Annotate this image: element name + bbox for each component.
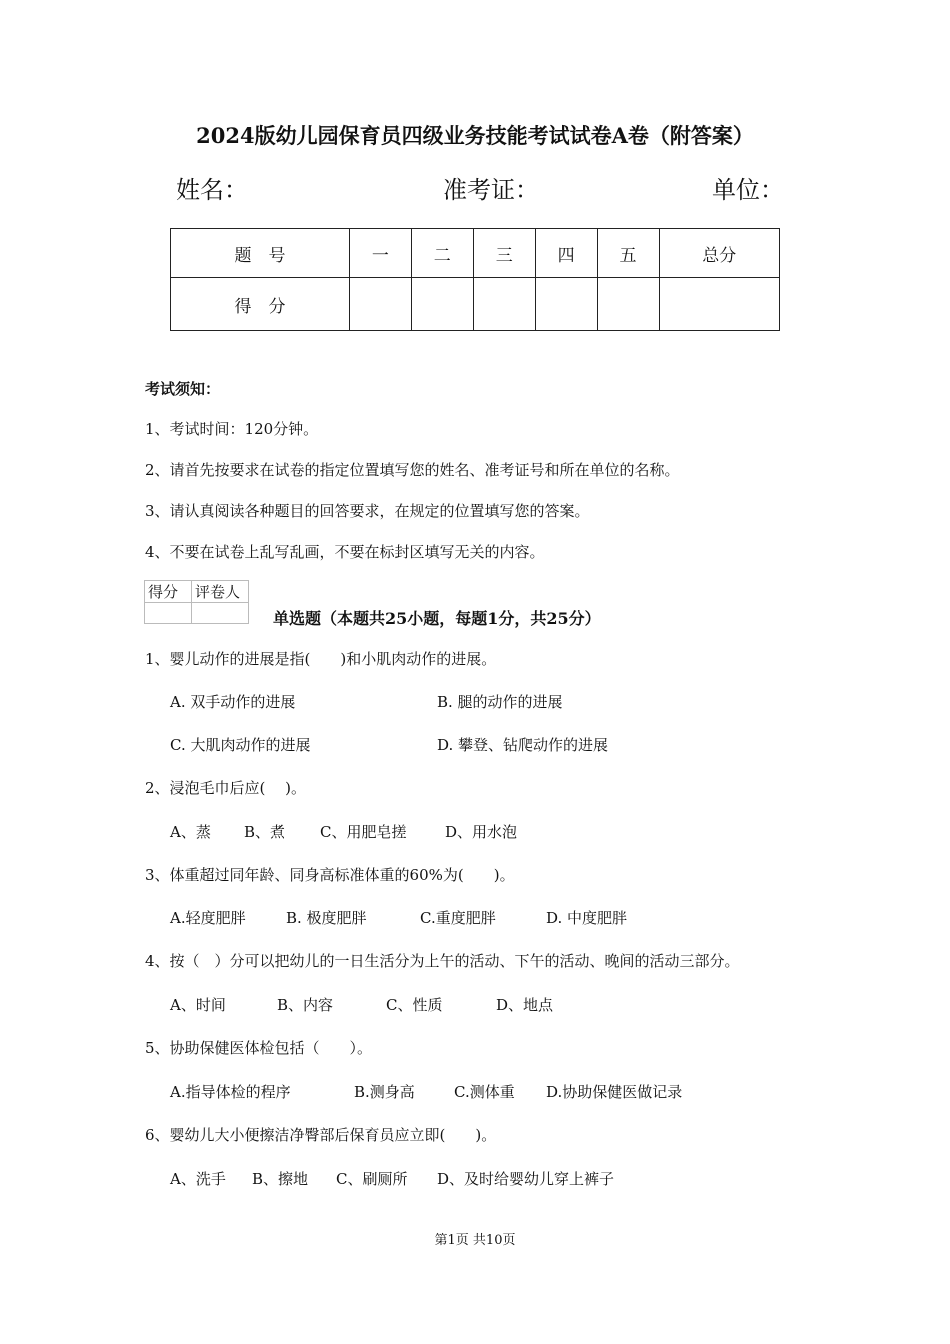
question-5-option-c: C.测体重: [454, 1083, 515, 1101]
question-3: 3、体重超过同年龄、同身高标准体重的60%为( )。: [145, 866, 515, 884]
question-3-option-c: C.重度肥胖: [420, 909, 496, 927]
score-cell[interactable]: [411, 278, 473, 331]
score-table-score-row: [171, 278, 780, 331]
question-6: 6、婴幼儿大小便擦洁净臀部后保育员应立即( )。: [145, 1126, 497, 1144]
question-6-option-a: A、洗手: [170, 1170, 226, 1188]
score-row-label: 得 分: [171, 278, 350, 331]
question-1-option-b: B. 腿的动作的进展: [437, 693, 563, 711]
score-cell[interactable]: [597, 278, 659, 331]
score-cell[interactable]: [535, 278, 597, 331]
question-6-option-d: D、及时给婴幼儿穿上裤子: [437, 1170, 615, 1188]
section-title: 单选题（本题共25小题，每题1分，共25分）: [273, 609, 601, 628]
notice-heading: 考试须知：: [145, 380, 221, 398]
page-footer: 第1页 共10页: [434, 1233, 516, 1248]
question-2: 2、浸泡毛巾后应( )。: [145, 779, 307, 797]
question-5-option-b: B.测身高: [354, 1083, 415, 1101]
grader-box: [144, 580, 249, 624]
score-table-header-row: [171, 229, 780, 278]
score-header-4: 四: [535, 229, 597, 278]
grader-box-grader-label: 评卷人: [192, 581, 249, 603]
name-field-label: 姓名：: [176, 176, 248, 204]
question-3-option-d: D. 中度肥胖: [546, 909, 628, 927]
question-1-option-d: D. 攀登、钻爬动作的进展: [437, 736, 609, 754]
score-header-5: 五: [597, 229, 659, 278]
question-2-option-c: C、用肥皂搓: [320, 823, 407, 841]
question-6-option-b: B、擦地: [252, 1170, 309, 1188]
question-1-option-c: C. 大肌肉动作的进展: [170, 736, 311, 754]
score-header-2: 二: [411, 229, 473, 278]
score-cell-total[interactable]: [659, 278, 779, 331]
question-6-option-c: C、刷厕所: [336, 1170, 408, 1188]
grader-box-score-label: 得分: [145, 581, 192, 603]
score-cell[interactable]: [349, 278, 411, 331]
question-5: 5、协助保健医体检包括（ ）。: [145, 1039, 373, 1057]
question-3-option-b: B. 极度肥胖: [286, 909, 367, 927]
question-4-option-c: C、性质: [386, 996, 443, 1014]
unit-field-label: 单位：: [712, 176, 784, 204]
question-1: 1、婴儿动作的进展是指( )和小肌肉动作的进展。: [145, 650, 497, 668]
question-3-option-a: A.轻度肥胖: [170, 909, 246, 927]
question-4: 4、按（ ）分可以把幼儿的一日生活分为上午的活动、下午的活动、晚间的活动三部分。: [145, 952, 740, 970]
question-4-option-d: D、地点: [496, 996, 554, 1014]
exam-id-field-label: 准考证：: [443, 176, 539, 204]
score-header-label: 题 号: [171, 229, 350, 278]
notice-item: 4、不要在试卷上乱写乱画，不要在标封区填写无关的内容。: [145, 543, 545, 561]
question-5-option-a: A.指导体检的程序: [170, 1083, 291, 1101]
notice-item: 1、考试时间：120分钟。: [145, 420, 319, 438]
notice-item: 3、请认真阅读各种题目的回答要求，在规定的位置填写您的答案。: [145, 502, 590, 520]
question-4-option-b: B、内容: [277, 996, 334, 1014]
score-header-1: 一: [349, 229, 411, 278]
question-5-option-d: D.协助保健医做记录: [546, 1083, 683, 1101]
question-2-option-d: D、用水泡: [445, 823, 518, 841]
question-1-option-a: A. 双手动作的进展: [170, 693, 296, 711]
question-2-option-b: B、煮: [244, 823, 286, 841]
document-title: 2024版幼儿园保育员四级业务技能考试试卷A卷（附答案）: [196, 123, 754, 148]
grader-box-score-cell[interactable]: [145, 603, 192, 624]
grader-box-grader-cell[interactable]: [192, 603, 249, 624]
question-2-option-a: A、蒸: [170, 823, 211, 841]
score-header-3: 三: [473, 229, 535, 278]
notice-item: 2、请首先按要求在试卷的指定位置填写您的姓名、准考证号和所在单位的名称。: [145, 461, 680, 479]
score-header-total: 总分: [659, 229, 779, 278]
score-cell[interactable]: [473, 278, 535, 331]
question-4-option-a: A、时间: [170, 996, 226, 1014]
score-table: [170, 228, 780, 331]
